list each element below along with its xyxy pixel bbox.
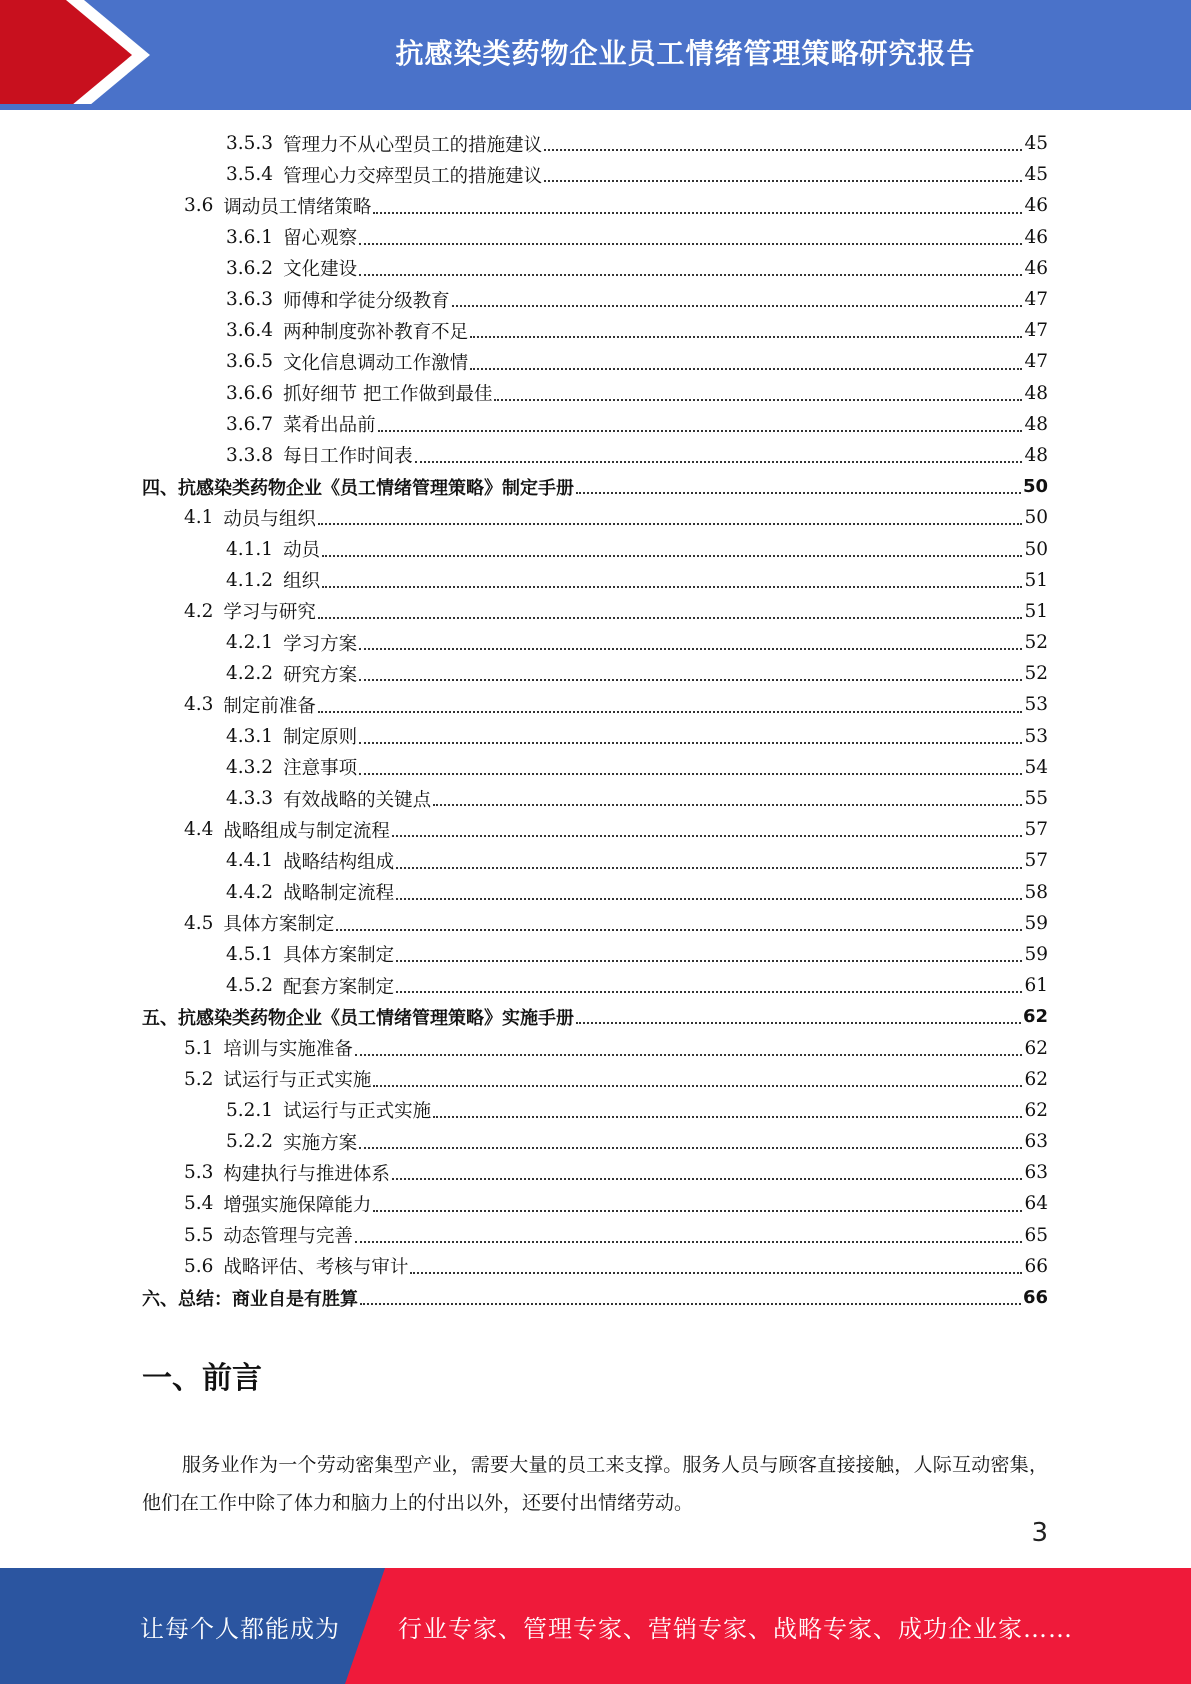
toc-entry-title: 每日工作时间表 <box>283 446 413 468</box>
toc-entry-number: 3.6.4 <box>226 320 274 342</box>
toc-dot-leader <box>470 367 1022 370</box>
toc-entry-number: 4.4.2 <box>226 881 274 903</box>
toc-entry[interactable] <box>142 845 1048 876</box>
page-number: 3 <box>1031 1518 1048 1548</box>
toc-entry[interactable] <box>142 1126 1048 1157</box>
toc-entry[interactable] <box>142 159 1048 190</box>
toc-entry-number: 5.6 <box>184 1255 214 1277</box>
toc-entry-page: 54 <box>1024 756 1048 778</box>
toc-entry-page: 65 <box>1024 1224 1048 1246</box>
toc-entry-title: 构建执行与推进体系 <box>223 1163 390 1185</box>
toc-entry[interactable] <box>142 627 1048 658</box>
toc-dot-leader <box>359 1146 1022 1149</box>
toc-entry-number: 3.6.7 <box>226 413 274 435</box>
toc-entry-number: 3.6.3 <box>226 289 274 311</box>
page-footer <box>0 1568 1191 1684</box>
toc-dot-leader <box>494 398 1022 401</box>
toc-dot-leader <box>396 897 1022 900</box>
toc-entry-title: 文化信息调动工作激情 <box>283 352 469 374</box>
toc-dot-leader <box>318 710 1023 713</box>
toc-entry[interactable] <box>142 502 1048 533</box>
toc-entry-title: 留心观察 <box>283 228 358 250</box>
toc-dot-leader <box>322 554 1022 557</box>
toc-entry[interactable] <box>142 190 1048 221</box>
body-paragraph: 服务业作为一个劳动密集型产业，需要大量的员工来支撑。服务人员与顾客直接接触，人际互动密集，他们在工作中除了体力和脑力上的付出以外，还要付出情绪劳动。 <box>142 1454 1048 1514</box>
toc-entry-page: 63 <box>1024 1131 1048 1153</box>
toc-entry-number: 4.4 <box>184 819 214 841</box>
toc-entry-title: 研究方案 <box>283 664 358 686</box>
toc-entry-title: 组织 <box>283 571 321 593</box>
toc-entry[interactable] <box>142 533 1048 564</box>
page-header <box>0 0 1191 110</box>
toc-dot-leader <box>470 335 1022 338</box>
toc-entry-page: 46 <box>1024 195 1048 217</box>
toc-dot-leader <box>355 1240 1023 1243</box>
toc-entry-number: 5.2.1 <box>226 1099 274 1121</box>
toc-entry-number: 4.3.1 <box>226 725 274 747</box>
toc-entry-number: 3.6.6 <box>226 382 274 404</box>
toc-entry-page: 45 <box>1024 133 1048 155</box>
toc-entry[interactable] <box>142 689 1048 720</box>
toc-entry[interactable] <box>142 440 1048 471</box>
toc-entry-title: 管理力不从心型员工的措施建议 <box>283 134 543 156</box>
toc-entry-page: 62 <box>1024 1037 1048 1059</box>
toc-entry[interactable] <box>142 1282 1048 1313</box>
toc-entry-title: 调动员工情绪策略 <box>223 196 372 218</box>
toc-entry-number: 4.5.1 <box>226 943 274 965</box>
toc-entry-number: 5.2 <box>184 1068 214 1090</box>
toc-entry-page: 61 <box>1024 975 1048 997</box>
toc-entry-title: 动态管理与完善 <box>223 1226 353 1248</box>
toc-entry-title: 战略评估、考核与审计 <box>223 1257 409 1279</box>
toc-entry-title: 四、抗感染类药物企业《员工情绪管理策略》制定手册 <box>142 477 574 499</box>
toc-entry-number: 5.3 <box>184 1162 214 1184</box>
toc-entry-title: 管理心力交瘁型员工的措施建议 <box>283 165 543 187</box>
toc-entry-number: 4.1 <box>184 507 214 529</box>
toc-dot-leader <box>359 242 1022 245</box>
toc-entry-page: 50 <box>1022 476 1048 498</box>
toc-entry-number: 3.6.5 <box>226 351 274 373</box>
toc-entry-page: 47 <box>1024 320 1048 342</box>
toc-entry-title: 文化建设 <box>283 259 358 281</box>
toc-dot-leader <box>396 990 1022 993</box>
toc-entry-page: 59 <box>1024 912 1048 934</box>
toc-entry[interactable] <box>142 409 1048 440</box>
toc-entry-number: 3.5.3 <box>226 133 274 155</box>
toc-dot-leader <box>392 1177 1023 1180</box>
toc-dot-leader <box>359 647 1022 650</box>
toc-entry[interactable] <box>142 471 1048 502</box>
toc-dot-leader <box>373 1209 1022 1212</box>
toc-entry-title: 具体方案制定 <box>223 914 335 936</box>
toc-entry-number: 4.1.2 <box>226 569 274 591</box>
toc-entry-title: 两种制度弥补教育不足 <box>283 321 469 343</box>
footer-slogan-right: 行业专家、管理专家、营销专家、战略专家、成功企业家…… <box>398 1614 1073 1643</box>
toc-entry-page: 66 <box>1024 1255 1048 1277</box>
toc-entry-page: 52 <box>1024 663 1048 685</box>
toc-entry-number: 3.5.4 <box>226 164 274 186</box>
toc-entry-page: 48 <box>1024 444 1048 466</box>
document-title: 抗感染类药物企业员工情绪管理策略研究报告 <box>395 37 976 70</box>
toc-entry-title: 动员 <box>283 540 321 562</box>
toc-dot-leader <box>576 1021 1021 1024</box>
toc-dot-leader <box>415 460 1023 463</box>
toc-entry-title: 制定前准备 <box>223 695 316 717</box>
toc-entry-title: 动员与组织 <box>223 508 316 530</box>
toc-entry-title: 菜肴出品前 <box>283 415 376 437</box>
toc-entry-title: 有效战略的关键点 <box>283 789 432 811</box>
toc-entry-title: 五、抗感染类药物企业《员工情绪管理策略》实施手册 <box>142 1007 574 1029</box>
table-of-contents <box>142 128 1048 1313</box>
toc-entry-number: 4.3 <box>184 694 214 716</box>
toc-entry[interactable] <box>142 1188 1048 1219</box>
toc-entry[interactable] <box>142 1157 1048 1188</box>
toc-entry-number: 5.5 <box>184 1224 214 1246</box>
toc-entry-page: 48 <box>1024 382 1048 404</box>
toc-dot-leader <box>433 1115 1022 1118</box>
toc-entry[interactable] <box>142 970 1048 1001</box>
toc-entry-number: 5.2.2 <box>226 1131 274 1153</box>
toc-entry-title: 配套方案制定 <box>283 976 395 998</box>
toc-entry-title: 试运行与正式实施 <box>223 1070 372 1092</box>
toc-entry-page: 51 <box>1024 569 1048 591</box>
toc-entry-page: 48 <box>1024 413 1048 435</box>
toc-dot-leader <box>359 273 1022 276</box>
toc-entry-page: 53 <box>1024 694 1048 716</box>
toc-entry-number: 4.1.1 <box>226 538 274 560</box>
toc-dot-leader <box>359 772 1022 775</box>
toc-entry-title: 增强实施保障能力 <box>223 1194 372 1216</box>
toc-entry[interactable] <box>142 1251 1048 1282</box>
toc-entry-title: 学习与研究 <box>223 602 316 624</box>
toc-entry[interactable] <box>142 315 1048 346</box>
toc-entry-page: 57 <box>1024 819 1048 841</box>
toc-entry-page: 59 <box>1024 943 1048 965</box>
toc-entry[interactable] <box>142 378 1048 409</box>
toc-entry-number: 3.6.1 <box>226 226 274 248</box>
toc-entry[interactable] <box>142 1095 1048 1126</box>
toc-entry-number: 4.2.1 <box>226 632 274 654</box>
toc-entry[interactable] <box>142 128 1048 159</box>
toc-entry-number: 4.5 <box>184 912 214 934</box>
toc-dot-leader <box>359 678 1022 681</box>
toc-dot-leader <box>318 616 1023 619</box>
toc-entry-title: 具体方案制定 <box>283 945 395 967</box>
toc-entry-page: 62 <box>1022 1006 1048 1028</box>
toc-entry-page: 62 <box>1024 1068 1048 1090</box>
toc-entry-number: 4.2 <box>184 600 214 622</box>
toc-entry-title: 制定原则 <box>283 727 358 749</box>
footer-slogan-left: 让每个人都能成为 <box>140 1614 340 1643</box>
toc-dot-leader <box>373 211 1022 214</box>
toc-dot-leader <box>544 148 1022 151</box>
toc-entry[interactable] <box>142 721 1048 752</box>
toc-entry[interactable] <box>142 253 1048 284</box>
toc-entry-number: 4.3.3 <box>226 788 274 810</box>
toc-entry[interactable] <box>142 1001 1048 1032</box>
toc-entry[interactable] <box>142 1220 1048 1251</box>
toc-entry-number: 3.6 <box>184 195 214 217</box>
toc-entry-page: 50 <box>1024 538 1048 560</box>
toc-entry-title: 培训与实施准备 <box>223 1039 353 1061</box>
toc-dot-leader <box>378 429 1023 432</box>
toc-entry[interactable] <box>142 752 1048 783</box>
toc-dot-leader <box>392 834 1023 837</box>
toc-dot-leader <box>396 959 1022 962</box>
section-heading: 一、前言 <box>142 1361 262 1396</box>
toc-entry[interactable] <box>142 346 1048 377</box>
toc-entry-number: 5.1 <box>184 1037 214 1059</box>
toc-entry-title: 学习方案 <box>283 633 358 655</box>
toc-entry-title: 战略结构组成 <box>283 851 395 873</box>
toc-entry[interactable] <box>142 814 1048 845</box>
toc-entry[interactable] <box>142 939 1048 970</box>
toc-entry-title: 师傅和学徒分级教育 <box>283 290 450 312</box>
toc-entry-number: 4.2.2 <box>226 663 274 685</box>
toc-entry-page: 63 <box>1024 1162 1048 1184</box>
toc-entry[interactable] <box>142 1032 1048 1063</box>
toc-entry-title: 注意事项 <box>283 758 358 780</box>
toc-entry-page: 46 <box>1024 257 1048 279</box>
toc-dot-leader <box>359 741 1022 744</box>
toc-dot-leader <box>318 522 1023 525</box>
toc-entry-number: 4.3.2 <box>226 756 274 778</box>
toc-entry-page: 62 <box>1024 1099 1048 1121</box>
toc-entry-page: 55 <box>1024 788 1048 810</box>
toc-dot-leader <box>373 1084 1022 1087</box>
toc-entry-page: 53 <box>1024 725 1048 747</box>
toc-entry-title: 战略制定流程 <box>283 883 395 905</box>
toc-entry[interactable] <box>142 565 1048 596</box>
toc-entry[interactable] <box>142 596 1048 627</box>
toc-entry-number: 5.4 <box>184 1193 214 1215</box>
toc-entry-title: 六、总结：商业自是有胜算 <box>142 1288 358 1310</box>
toc-entry[interactable] <box>142 1064 1048 1095</box>
toc-entry-title: 战略组成与制定流程 <box>223 820 390 842</box>
toc-entry-title: 抓好细节 把工作做到最佳 <box>283 384 493 406</box>
toc-entry-title: 试运行与正式实施 <box>283 1101 432 1123</box>
toc-dot-leader <box>336 928 1022 931</box>
toc-entry-page: 47 <box>1024 289 1048 311</box>
toc-entry-page: 47 <box>1024 351 1048 373</box>
toc-entry[interactable] <box>142 908 1048 939</box>
toc-dot-leader <box>452 304 1023 307</box>
toc-entry[interactable] <box>142 877 1048 908</box>
toc-dot-leader <box>410 1271 1022 1274</box>
toc-dot-leader <box>360 1302 1021 1305</box>
toc-dot-leader <box>433 803 1022 806</box>
toc-entry[interactable] <box>142 222 1048 253</box>
toc-dot-leader <box>322 585 1022 588</box>
toc-dot-leader <box>355 1053 1023 1056</box>
toc-entry[interactable] <box>142 658 1048 689</box>
toc-entry-page: 51 <box>1024 600 1048 622</box>
toc-entry-number: 4.4.1 <box>226 850 274 872</box>
toc-entry-page: 57 <box>1024 850 1048 872</box>
toc-entry-page: 58 <box>1024 881 1048 903</box>
toc-entry-number: 4.5.2 <box>226 975 274 997</box>
toc-entry-page: 46 <box>1024 226 1048 248</box>
toc-entry-page: 64 <box>1024 1193 1048 1215</box>
toc-entry-page: 52 <box>1024 632 1048 654</box>
toc-entry[interactable] <box>142 284 1048 315</box>
toc-entry-page: 66 <box>1022 1287 1048 1309</box>
toc-entry-page: 50 <box>1024 507 1048 529</box>
toc-entry[interactable] <box>142 783 1048 814</box>
toc-dot-leader <box>544 179 1022 182</box>
toc-entry-page: 45 <box>1024 164 1048 186</box>
toc-entry-number: 3.6.2 <box>226 257 274 279</box>
toc-entry-number: 3.3.8 <box>226 444 274 466</box>
toc-dot-leader <box>576 491 1021 494</box>
toc-entry-title: 实施方案 <box>283 1132 358 1154</box>
toc-dot-leader <box>396 866 1022 869</box>
